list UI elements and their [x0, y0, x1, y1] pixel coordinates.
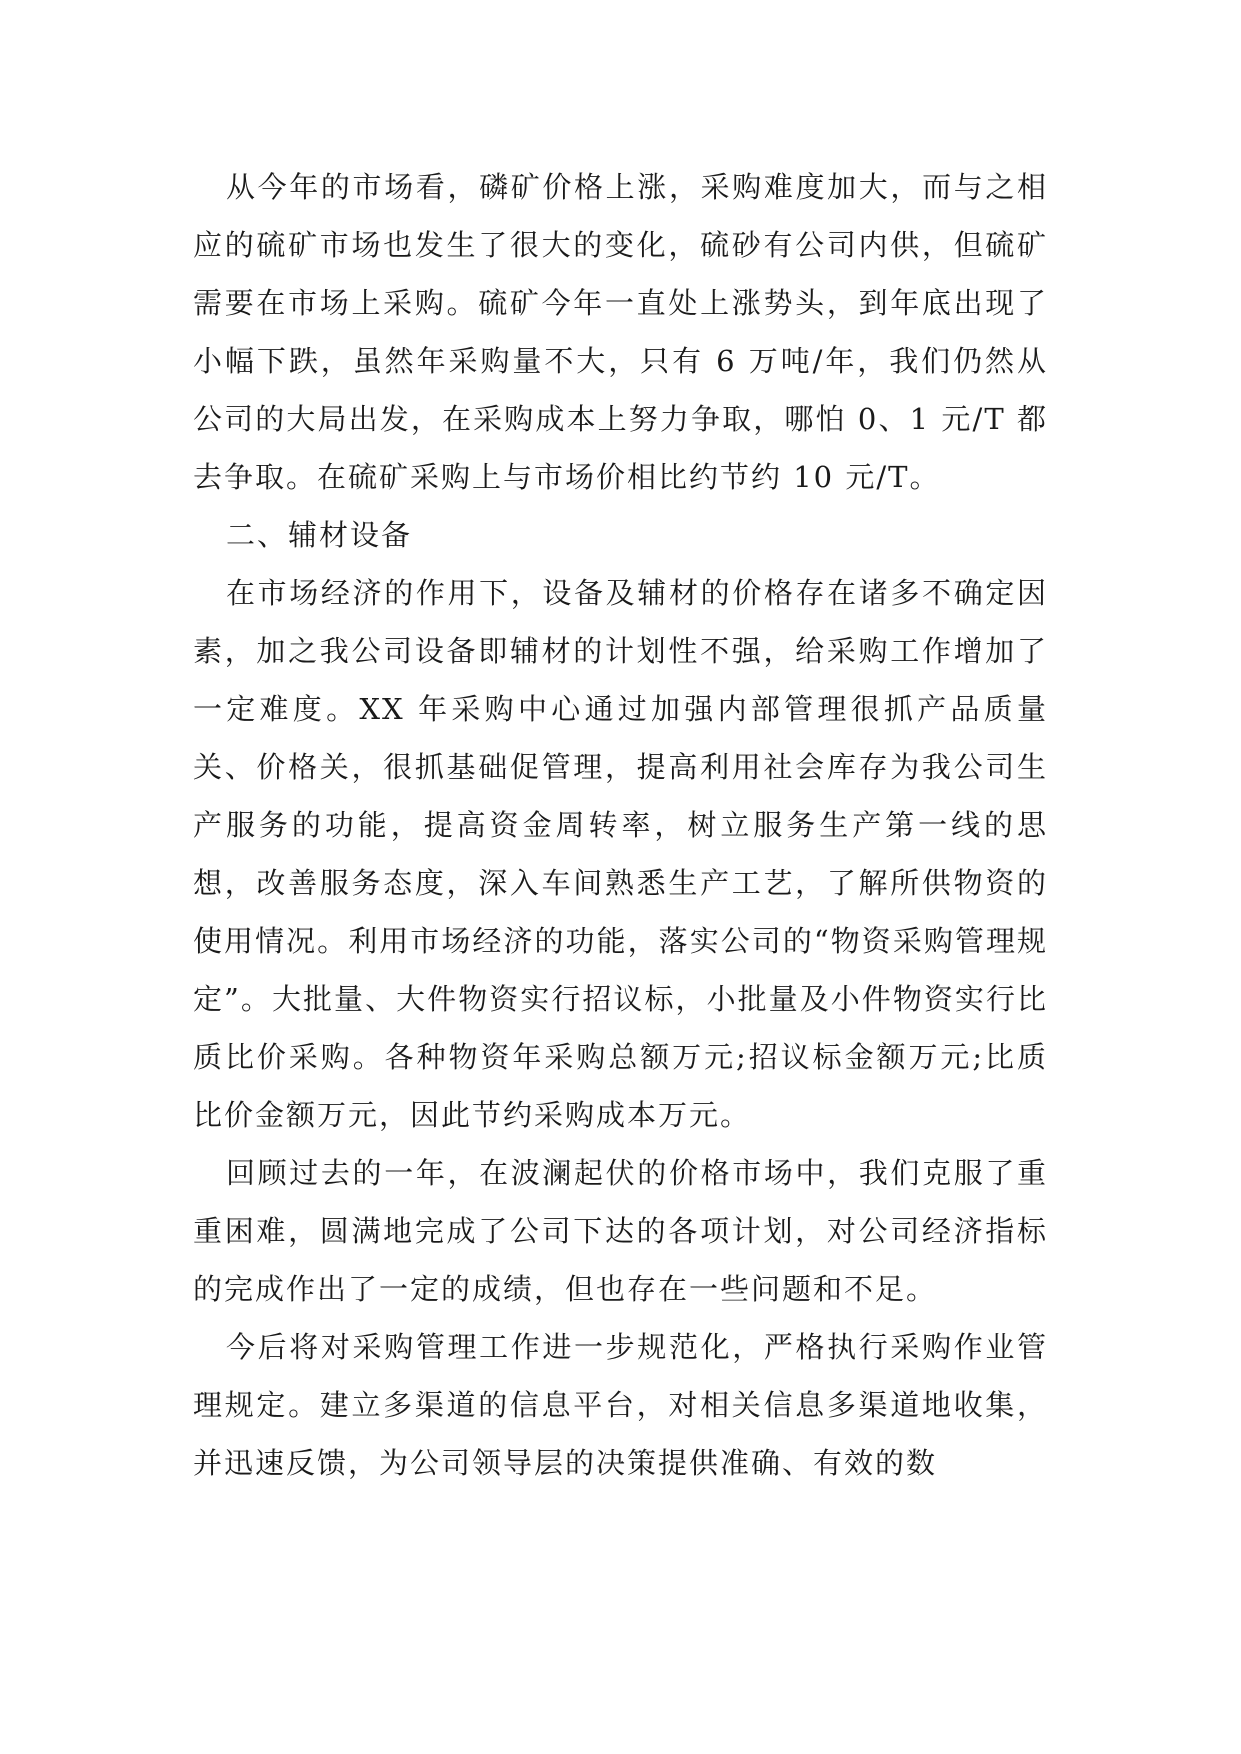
paragraph-sulfur-ore: 从今年的市场看，磷矿价格上涨，采购难度加大，而与之相应的硫矿市场也发生了很大的变化，硫砂有公司内供，但硫矿需要在市场上采购。硫矿今年一直处上涨势头，到年底出现了小幅下跌，虽然年采购量不大，只有 6 万吨/年，我们仍然从公司的大局出发，在采购成本上努力争取，哪怕 0、1 元/T 都去争取。在硫矿采购上与市场价相比约节约 10 元/T。	[193, 170, 1048, 494]
paragraph-review: 回顾过去的一年，在波澜起伏的价格市场中，我们克服了重重困难，圆满地完成了公司下达的各项计划，对公司经济指标的完成作出了一定的成绩，但也存在一些问题和不足。	[193, 1156, 1048, 1306]
section-heading-auxiliary-equipment: 二、辅材设备	[226, 518, 413, 552]
document-body	[193, 158, 1048, 1492]
paragraph-auxiliary-equipment: 在市场经济的作用下，设备及辅材的价格存在诸多不确定因素，加之我公司设备即辅材的计划性不强，给采购工作增加了一定难度。XX 年采购中心通过加强内部管理很抓产品质量关、价格关，很抓基础促管理，提高利用社会库存为我公司生产服务的功能，提高资金周转率，树立服务生产第一线的思想，改善服务态度，深入车间熟悉生产工艺，了解所供物资的使用情况。利用市场经济的功能，落实公司的“物资采购管理规定”。大批量、大件物资实行招议标，小批量及小件物资实行比质比价采购。各种物资年采购总额万元;招议标金额万元;比质比价金额万元，因此节约采购成本万元。	[193, 576, 1048, 1132]
paragraph-future-plan: 今后将对采购管理工作进一步规范化，严格执行采购作业管理规定。建立多渠道的信息平台，对相关信息多渠道地收集，并迅速反馈，为公司领导层的决策提供准确、有效的数	[193, 1330, 1048, 1480]
